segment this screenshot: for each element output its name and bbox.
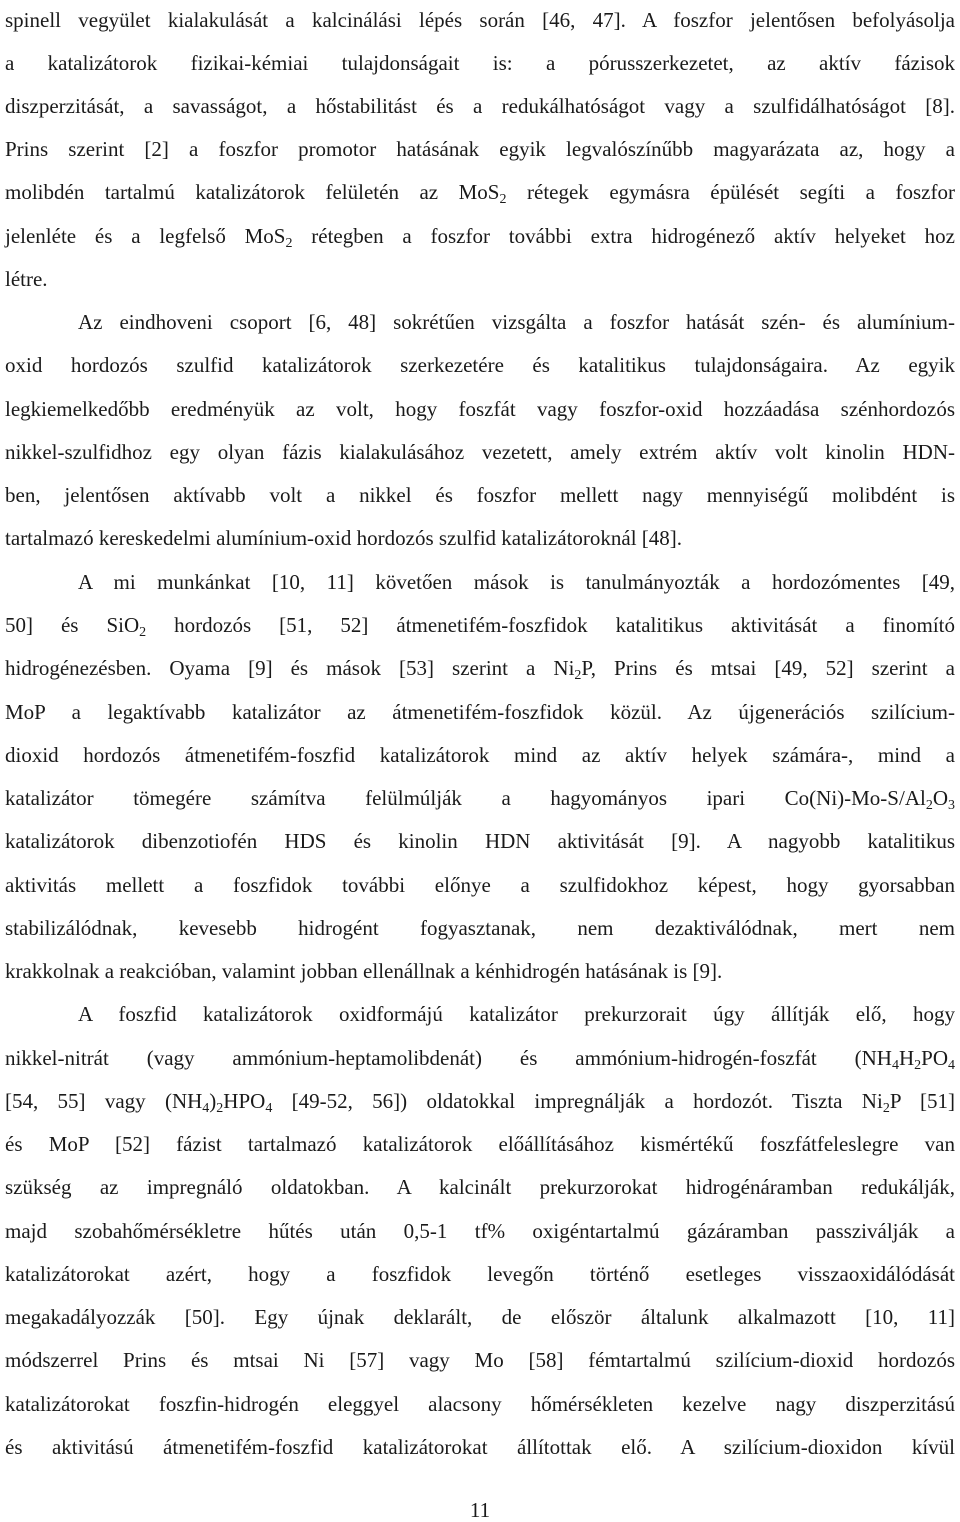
text-segment: A mi munkánkat [10, 11] követően mások is tanulmányozták a hordozómentes [49, xyxy=(78,570,955,594)
subscript: 2 xyxy=(139,625,147,640)
text-segment: rétegek egymásra épülését segíti a foszfor xyxy=(506,180,955,204)
text-segment: nikkel-nitrát (vagy ammónium-heptamolibdenát) és ammónium-hidrogén-foszfát (NH xyxy=(5,1046,892,1070)
text-line xyxy=(5,437,955,467)
text-line xyxy=(5,307,955,337)
text-segment: a katalizátorok fizikai-kémiai tulajdonságait is: a pórusszerkezetet, az aktív fázisok xyxy=(5,51,955,75)
text-line xyxy=(5,653,955,683)
text-segment: krakkolnak a reakcióban, valamint jobban ellenállnak a kénhidrogén hatásának is [9]. xyxy=(5,959,723,983)
subscript: 4 xyxy=(265,1101,273,1116)
text-line xyxy=(5,1216,955,1246)
text-segment: PO xyxy=(921,1046,948,1070)
text-line xyxy=(5,1043,955,1073)
text-line xyxy=(5,350,955,380)
text-segment: ) xyxy=(209,1089,217,1113)
subscript: 2 xyxy=(216,1101,224,1116)
text-segment: spinell vegyület kialakulását a kalcinálási lépés során [46, 47]. A foszfor jelentősen befolyásolja xyxy=(5,8,955,32)
text-segment: 50] és SiO xyxy=(5,613,140,637)
text-segment: hordozós [51, 52] átmenetifém-foszfidok katalitikus aktivitását a finomító xyxy=(146,613,955,637)
text-segment: Prins szerint [2] a foszfor promotor hatásának egyik legvalószínűbb magyarázata az, hogy a xyxy=(5,137,955,161)
text-segment: A foszfid katalizátorok oxidformájú katalizátor prekurzorait úgy állítják elő, hogy xyxy=(78,1002,955,1026)
text-segment: szükség az impregnáló oldatokban. A kalcinált prekurzorokat hidrogénáramban redukálják, xyxy=(5,1175,955,1199)
text-segment: jelenléte és a legfelső MoS xyxy=(5,224,286,248)
text-segment: P [51] xyxy=(889,1089,956,1113)
subscript: 2 xyxy=(499,192,507,207)
text-segment: oxid hordozós szulfid katalizátorok szerkezetére és katalitikus tulajdonságaira. Az egyik xyxy=(5,353,955,377)
text-segment: dioxid hordozós átmenetifém-foszfid katalizátorok mind az aktív helyek számára-, mind a xyxy=(5,743,955,767)
text-line xyxy=(5,5,955,35)
text-segment: stabilizálódnak, kevesebb hidrogént fogyasztanak, nem dezaktiválódnak, mert nem xyxy=(5,916,955,940)
text-line xyxy=(5,1086,955,1116)
text-segment: [49-52, 56]) oldatokkal impregnálják a hordozót. Tiszta Ni xyxy=(272,1089,883,1113)
text-segment: diszperzitását, a savasságot, a hőstabilitást és a redukálhatóságot vagy a szulfidálhatóságot [8]. xyxy=(5,94,955,118)
text-line xyxy=(5,999,955,1029)
text-line xyxy=(5,913,955,943)
text-line xyxy=(5,783,955,813)
text-segment: legkiemelkedőbb eredményük az volt, hogy foszfát vagy foszfor-oxid hozzáadása szénhordozós xyxy=(5,397,955,421)
text-line xyxy=(5,480,955,510)
subscript: 2 xyxy=(285,236,293,251)
text-line xyxy=(5,1389,955,1419)
text-segment: MoP a legaktívabb katalizátor az átmenetifém-foszfidok közül. Az újgenerációs szilícium- xyxy=(5,700,955,724)
text-line xyxy=(5,48,955,78)
text-segment: és MoP [52] fázist tartalmazó katalizátorok előállításához kismértékű foszfátfeleslegre van xyxy=(5,1132,955,1156)
text-line xyxy=(5,1345,955,1375)
text-segment: [54, 55] vagy (NH xyxy=(5,1089,203,1113)
text-segment: módszerrel Prins és mtsai Ni [57] vagy Mo [58] fémtartalmú szilícium-dioxid hordozós xyxy=(5,1348,955,1372)
text-line xyxy=(5,1172,955,1202)
text-line xyxy=(5,697,955,727)
text-line xyxy=(5,610,955,640)
text-line xyxy=(5,264,955,294)
text-segment: molibdén tartalmú katalizátorok felületén az MoS xyxy=(5,180,500,204)
text-segment: rétegben a foszfor további extra hidrogénező aktív helyeket hoz xyxy=(292,224,955,248)
text-segment: majd szobahőmérsékletre hűtés után 0,5-1 tf% oxigéntartalmú gázáramban passziválják a xyxy=(5,1219,955,1243)
text-segment: H xyxy=(898,1046,915,1070)
text-segment: megakadályozzák [50]. Egy újnak deklarált, de először általunk alkalmazott [10, 11] xyxy=(5,1305,955,1329)
subscript: 2 xyxy=(882,1101,890,1116)
text-segment: és aktivitású átmenetifém-foszfid katalizátorokat állítottak elő. A szilícium-dioxidon kívül xyxy=(5,1435,955,1459)
text-line xyxy=(5,956,955,986)
subscript: 4 xyxy=(948,1058,955,1073)
text-line xyxy=(5,826,955,856)
text-line xyxy=(5,134,955,164)
subscript: 3 xyxy=(948,798,955,813)
text-segment: ben, jelentősen aktívabb volt a nikkel és foszfor mellett nagy mennyiségű molibdént is xyxy=(5,483,955,507)
subscript: 4 xyxy=(202,1101,210,1116)
text-line xyxy=(5,567,955,597)
text-line xyxy=(5,740,955,770)
text-segment: aktivitás mellett a foszfidok további előnye a szulfidokhoz képest, hogy gyorsabban xyxy=(5,873,955,897)
text-line xyxy=(5,1302,955,1332)
subscript: 2 xyxy=(914,1058,922,1073)
text-line xyxy=(5,394,955,424)
text-segment: nikkel-szulfidhoz egy olyan fázis kialakulásához vezetett, amely extrém aktív volt kinolin HDN- xyxy=(5,440,955,464)
text-line xyxy=(5,870,955,900)
text-segment: HPO xyxy=(223,1089,266,1113)
text-segment: katalizátorokat azért, hogy a foszfidok levegőn történő esetleges visszaoxidálódását xyxy=(5,1262,955,1286)
text-segment: katalizátorokat foszfin-hidrogén eleggyel alacsony hőmérsékleten kezelve nagy diszperzitású xyxy=(5,1392,955,1416)
text-segment: létre. xyxy=(5,267,48,291)
page-number: 11 xyxy=(469,1498,491,1522)
text-segment: Az eindhoveni csoport [6, 48] sokrétűen vizsgálta a foszfor hatását szén- és alumínium- xyxy=(78,310,955,334)
text-line xyxy=(5,1432,955,1462)
text-line xyxy=(5,91,955,121)
text-segment: O xyxy=(932,786,948,810)
text-segment: P, Prins és mtsai [49, 52] szerint a xyxy=(581,656,955,680)
subscript: 2 xyxy=(925,798,933,813)
text-segment: hidrogénezésben. Oyama [9] és mások [53] szerint a Ni xyxy=(5,656,575,680)
text-segment: tartalmazó kereskedelmi alumínium-oxid hordozós szulfid katalizátoroknál [48]. xyxy=(5,526,683,550)
text-segment: katalizátorok dibenzotiofén HDS és kinolin HDN aktivitását [9]. A nagyobb katalitikus xyxy=(5,829,955,853)
text-line xyxy=(5,221,955,251)
text-segment: katalizátor tömegére számítva felülmúlják a hagyományos ipari Co(Ni)-Mo-S/Al xyxy=(5,786,926,810)
subscript: 4 xyxy=(891,1058,899,1073)
text-line xyxy=(5,177,955,207)
text-line xyxy=(5,1129,955,1159)
text-line xyxy=(5,1259,955,1289)
subscript: 2 xyxy=(574,668,582,683)
text-line xyxy=(5,523,955,553)
